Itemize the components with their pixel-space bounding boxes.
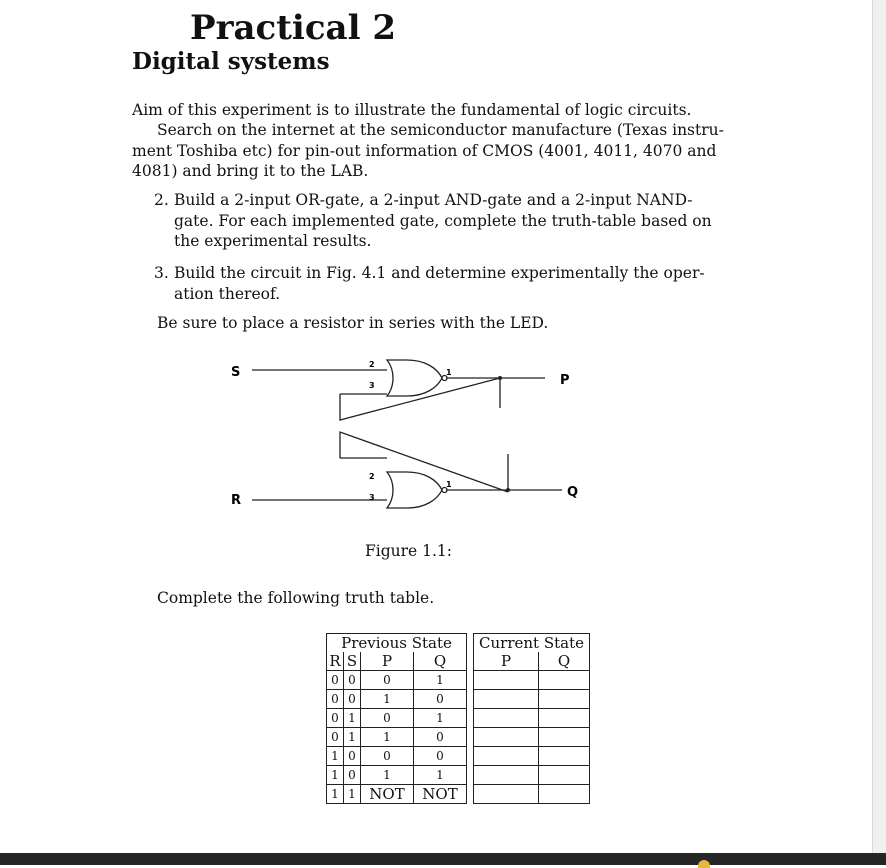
header-r: R [327, 652, 344, 671]
list-item-2-line-1: 2. Build a 2-input OR-gate, a 2-input AND-gate and a 2-input NAND- [154, 191, 693, 209]
s-label: S [231, 365, 241, 380]
truth-table-group-row [327, 634, 590, 653]
top-gate-pin-1: 1 [446, 368, 452, 377]
list-item-2-number: 2. [154, 191, 169, 209]
table-row: 0 0 0 1 [327, 671, 590, 690]
answer-cell[interactable] [474, 671, 539, 690]
list-item-2-line-3: the experimental results. [174, 232, 372, 250]
taskbar [0, 853, 886, 865]
answer-cell[interactable] [474, 747, 539, 766]
q-label: Q [567, 485, 579, 500]
figure-caption: Figure 1.1: [365, 542, 452, 560]
header-prev-q: Q [414, 652, 467, 671]
nand-gate-top [387, 360, 442, 396]
table-row: 0 0 1 0 [327, 690, 590, 709]
list-item-3-line-2: ation thereof. [174, 285, 281, 303]
header-curr-p: P [474, 652, 539, 671]
answer-cell[interactable] [474, 766, 539, 785]
answer-cell[interactable] [474, 785, 539, 804]
answer-cell[interactable] [539, 747, 590, 766]
answer-cell[interactable] [474, 728, 539, 747]
vertical-scrollbar[interactable] [872, 0, 886, 853]
top-gate-pin-3: 3 [369, 381, 375, 390]
taskbar-app-icon[interactable] [698, 860, 710, 868]
answer-cell[interactable] [539, 690, 590, 709]
previous-state-header: Previous State [327, 634, 467, 653]
bottom-gate-pin-3: 3 [369, 493, 375, 502]
search-line-2: ment Toshiba etc) for pin-out information of CMOS (4001, 4011, 4070 and [132, 142, 717, 160]
header-curr-q: Q [539, 652, 590, 671]
answer-cell[interactable] [474, 709, 539, 728]
sr-latch-figure [225, 352, 585, 517]
truth-table-header-row [327, 652, 590, 671]
answer-cell[interactable] [539, 671, 590, 690]
answer-cell[interactable] [539, 709, 590, 728]
nand-gate-bottom [387, 472, 442, 508]
search-line-1: Search on the internet at the semiconductor manufacture (Texas instru- [157, 121, 724, 139]
search-line-3: 4081) and bring it to the LAB. [132, 162, 369, 180]
header-prev-p: P [361, 652, 414, 671]
table-row: 1 0 1 1 [327, 766, 590, 785]
table-row: 0 1 0 1 [327, 709, 590, 728]
answer-cell[interactable] [539, 766, 590, 785]
p-label: P [560, 373, 570, 388]
aim-paragraph: Aim of this experiment is to illustrate the fundamental of logic circuits. [132, 101, 692, 119]
feedback-wire-q [340, 378, 500, 420]
table-row: 0 1 1 0 [327, 728, 590, 747]
bottom-gate-pin-1: 1 [446, 480, 452, 489]
current-state-header: Current State [474, 634, 590, 653]
answer-cell[interactable] [474, 690, 539, 709]
answer-cell[interactable] [539, 785, 590, 804]
truth-table [326, 633, 590, 804]
table-row: 1 1 NOT NOT [327, 785, 590, 804]
answer-cell[interactable] [539, 728, 590, 747]
page-subtitle: Digital systems [132, 48, 330, 75]
resistor-note: Be sure to place a resistor in series with the LED. [157, 314, 549, 332]
list-item-3-number: 3. [154, 264, 169, 282]
feedback-wire-p [340, 432, 508, 492]
list-item-2-line-2: gate. For each implemented gate, complete the truth-table based on [174, 212, 712, 230]
r-label: R [231, 493, 242, 508]
list-item-3-line-1: 3. Build the circuit in Fig. 4.1 and determine experimentally the oper- [154, 264, 705, 282]
bottom-gate-pin-2: 2 [369, 472, 375, 481]
page-title: Practical 2 [190, 8, 396, 48]
header-s: S [344, 652, 361, 671]
table-row: 1 0 0 0 [327, 747, 590, 766]
top-gate-pin-2: 2 [369, 360, 375, 369]
table-intro: Complete the following truth table. [157, 589, 435, 607]
